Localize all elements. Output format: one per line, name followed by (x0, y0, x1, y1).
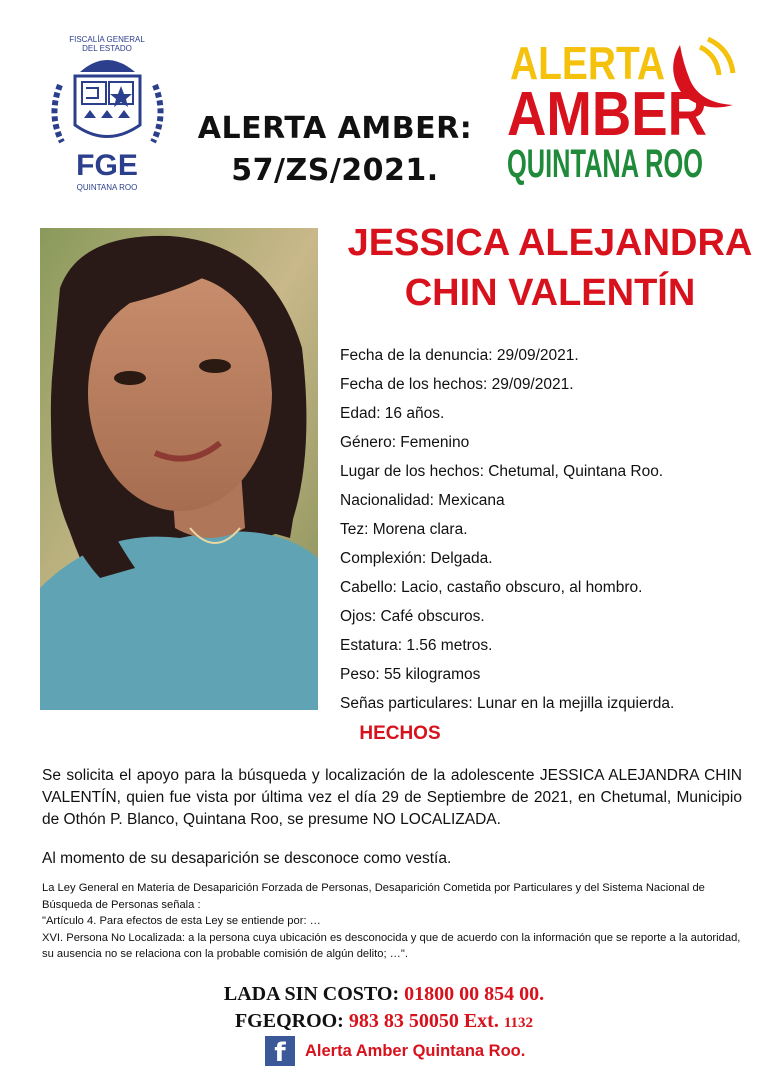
person-name-line-2: CHIN VALENTÍN (404, 272, 696, 314)
hechos-paragraph: Se solicita el apoyo para la búsqueda y localización de la adolescente JESSICA ALEJANDRA CHIN VALENTÍN, quien fue vista por última vez el día 29 de Septiembre de 2021, en Chetumal, Municipio de Othón P. Blanco, Quintana Roo, se presume NO LOCALIZADA. (42, 767, 742, 828)
detail-nationality: Nacionalidad: Mexicana (340, 492, 505, 509)
detail-age: Edad: 16 años. (340, 405, 445, 422)
legal-note-line-3: XVI. Persona No Localizada: a la persona cuya ubicación es desconocida y que de acuerdo con la información que se reporte a la autoridad, su ausencia no se relaciona con la probable comisión de algún delito; …". (42, 931, 741, 960)
fge-phone-line (0, 1010, 768, 1033)
person-name (330, 218, 768, 318)
detail-distinguishing-marks: Señas particulares: Lunar en la mejilla izquierda. (340, 695, 675, 712)
alert-title-line-1: ALERTA AMBER: (197, 111, 473, 146)
detail-complexion-tone: Tez: Morena clara. (340, 521, 468, 538)
clothing-paragraph: Al momento de su desaparición se desconoce como vestía. (42, 850, 452, 867)
fge-seal-logo (40, 30, 175, 195)
seal-acronym: FGE (76, 149, 138, 182)
fge-phone-ext: 1132 (503, 1015, 534, 1031)
amber-logo-word-2: AMBER (507, 80, 707, 149)
seal-top-text-1: FISCALÍA GENERAL (69, 35, 145, 44)
legal-note-line-2: "Artículo 4. Para efectos de esta Ley se entiende por: … (42, 915, 321, 927)
detail-eyes: Ojos: Café obscuros. (340, 608, 485, 625)
detail-hair: Cabello: Lacio, castaño obscuro, al hombro. (340, 579, 643, 596)
detail-weight: Peso: 55 kilogramos (340, 666, 481, 683)
alert-title (195, 108, 475, 192)
facebook-link[interactable] (265, 1034, 525, 1068)
fge-phone-label: FGEQROO: (234, 1010, 344, 1032)
toll-free-line (0, 983, 768, 1006)
toll-free-label: LADA SIN COSTO: (223, 983, 400, 1005)
amber-logo-word-1: ALERTA (510, 37, 665, 89)
fge-phone-number: 983 83 50050 Ext. (348, 1010, 499, 1032)
alerta-amber-logo (505, 25, 745, 185)
toll-free-number: 01800 00 854 00. (404, 983, 545, 1005)
person-name-line-1: JESSICA ALEJANDRA (347, 222, 753, 264)
detail-gender: Género: Femenino (340, 434, 470, 451)
legal-note-line-1: La Ley General en Materia de Desaparición Forzada de Personas, Desaparición Cometida por Particulares y del Sistema Nacional de Búsqueda de Personas señala : (42, 882, 705, 911)
person-photo (40, 228, 318, 710)
facebook-icon: f (265, 1036, 295, 1066)
detail-build: Complexión: Delgada. (340, 550, 493, 567)
amber-logo-word-3: QUINTANA ROO (507, 142, 703, 185)
seal-bottom-text: QUINTANA ROO (76, 183, 138, 192)
detail-event-date: Fecha de los hechos: 29/09/2021. (340, 376, 574, 393)
alert-code: 57/ZS/2021. (231, 153, 439, 188)
hechos-heading: HECHOS (359, 723, 441, 744)
detail-report-date: Fecha de la denuncia: 29/09/2021. (340, 347, 579, 364)
person-details (340, 346, 760, 723)
legal-note (42, 880, 742, 963)
facebook-page-name: Alerta Amber Quintana Roo. (305, 1041, 526, 1060)
seal-top-text-2: DEL ESTADO (82, 44, 132, 53)
detail-height: Estatura: 1.56 metros. (340, 637, 493, 654)
detail-place: Lugar de los hechos: Chetumal, Quintana Roo. (340, 463, 664, 480)
